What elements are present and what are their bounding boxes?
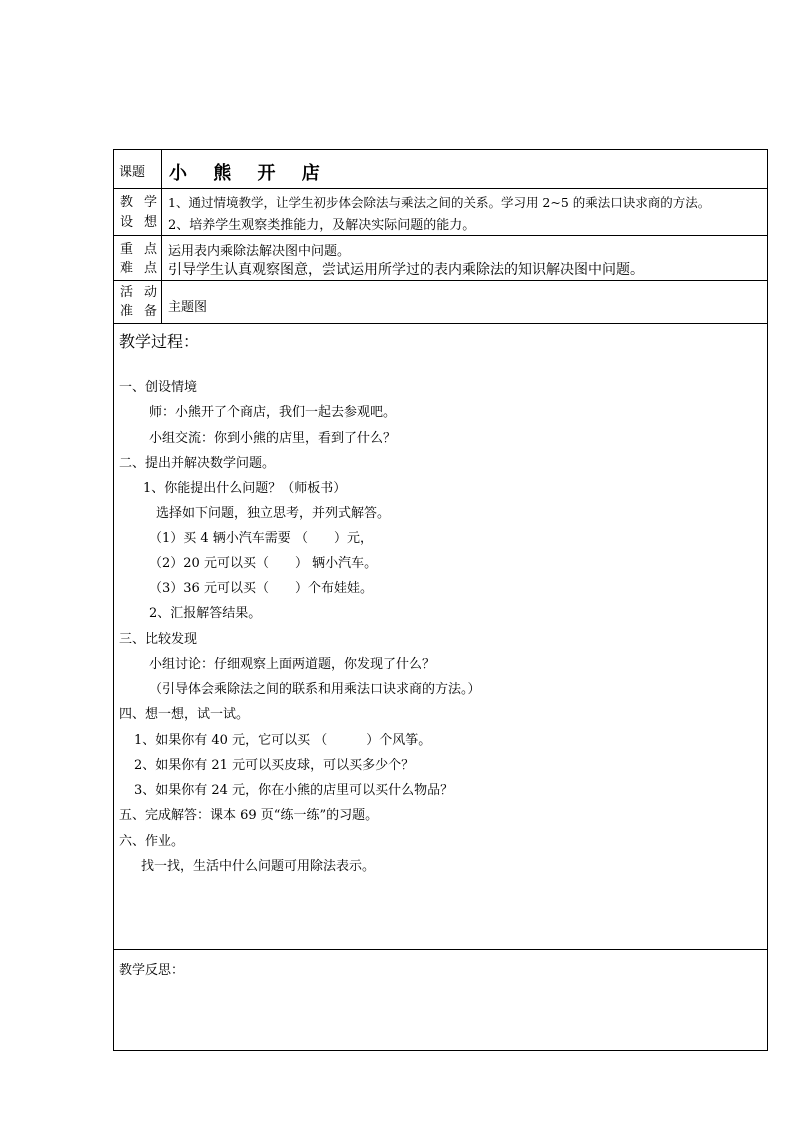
prep-label-line-1: 活 动 [120,285,157,300]
lesson-plan-table [113,149,768,1051]
topic-label-cell [114,150,162,188]
process-question: （2）20 元可以买（ ） 辆小汽车。 [149,556,378,571]
goal-item-2: 2、培养学生观察类推能力，及解决实际问题的能力。 [168,218,476,233]
process-question: （3）36 元可以买（ ）个布娃娃。 [149,581,373,596]
reflection-row [114,950,767,1050]
process-line: 1、你能提出什么问题？（师板书） [143,481,347,496]
focus-difficulty: 引导学生认真观察图意，尝试运用所学过的表内乘除法的知识解决图中问题。 [168,262,644,278]
topic-cell [162,150,767,188]
prep-label-cell [114,281,162,323]
focus-row [114,236,767,281]
process-line: （引导体会乘除法之间的联系和用乘法口诀求商的方法。） [149,682,481,697]
goal-item-1: 1、通过情境教学，让学生初步体会除法与乘法之间的关系。学习用 2~5 的乘法口诀求商的方法。 [168,195,711,210]
process-line: 找一找，生活中什么问题可用除法表示。 [141,859,376,874]
prep-materials: 主题图 [168,300,208,315]
reflection-label: 教学反思： [119,963,185,978]
process-row [114,324,767,950]
prep-row [114,281,767,324]
process-section-6: 六、作业。 [119,834,185,849]
prep-cell [162,281,767,323]
topic-label: 课题 [119,165,146,180]
process-line: 选择如下问题，独立思考，并列式解答。 [156,506,391,521]
process-section-4: 四、想一想，试一试。 [119,707,250,722]
process-section-1: 一、创设情境 [119,380,198,395]
goals-row [114,189,767,236]
process-section-5: 五、完成解答：课本 69 页“练一练”的习题。 [119,808,379,823]
topic-row [114,150,767,189]
goals-label-line-2: 设想 [120,215,157,230]
lesson-title: 小 熊 开 店 [169,163,330,184]
goals-label-cell [114,189,162,235]
process-question: （1）买 4 辆小汽车需要 （ ）元， [149,531,373,546]
goals-cell [162,189,767,235]
focus-key-point: 运用表内乘除法解决图中问题。 [168,244,351,259]
process-line: 2、汇报解答结果。 [149,606,262,621]
process-question: 2、如果你有 21 元可以买皮球，可以买多少个？ [134,758,415,773]
process-question: 3、如果你有 24 元，你在小熊的店里可以买什么物品？ [134,783,454,798]
focus-cell [162,236,767,280]
process-question: 1、如果你有 40 元，它可以买 （ ）个风筝。 [134,733,432,748]
process-title: 教学过程： [119,332,200,351]
process-line: 小组交流：你到小熊的店里，看到了什么？ [149,431,397,446]
process-section-2: 二、提出并解决数学问题。 [119,456,276,471]
focus-label-cell [114,236,162,280]
process-line: 师：小熊开了个商店，我们一起去参观吧。 [149,405,397,420]
goals-label-line-1: 教 学 [120,195,157,210]
focus-label-line-2: 难点 [120,261,157,276]
process-line: 小组讨论：仔细观察上面两道题，你发现了什么？ [149,657,436,672]
focus-label-line-1: 重 点 [120,242,157,257]
process-section-3: 三、比较发现 [119,632,198,647]
prep-label-line-2: 准备 [120,304,157,319]
